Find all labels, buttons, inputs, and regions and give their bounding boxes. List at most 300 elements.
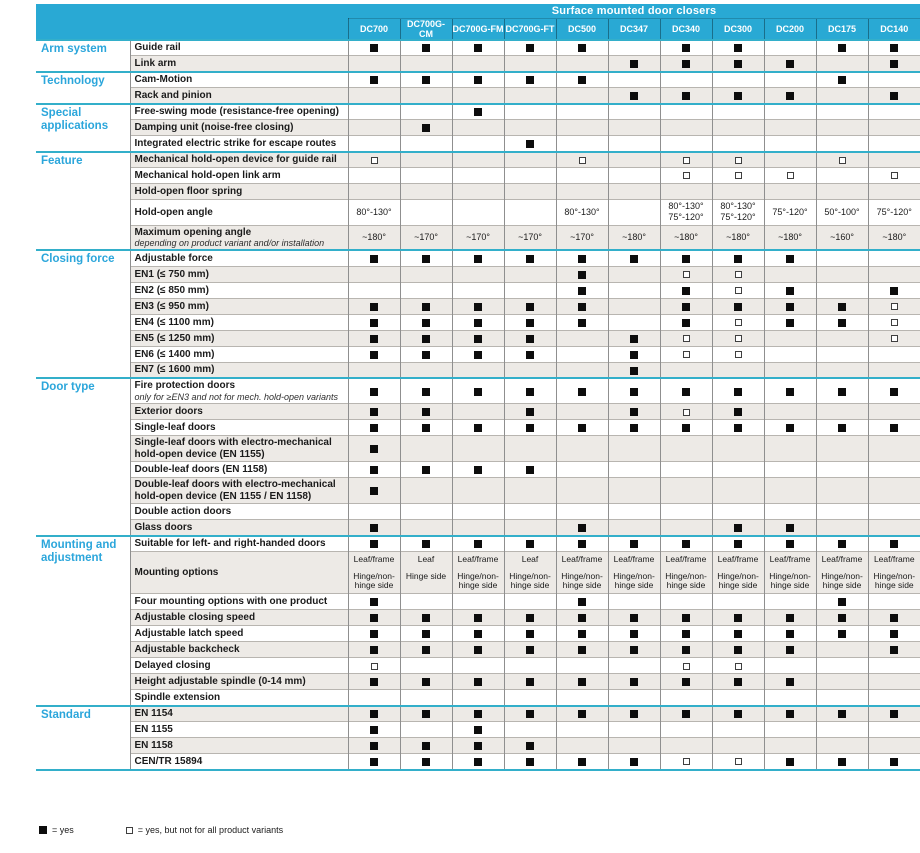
matrix-cell: [504, 225, 556, 250]
matrix-cell: [712, 404, 764, 420]
matrix-cell: [660, 298, 712, 314]
yes-icon: [734, 408, 742, 416]
matrix-cell: [816, 462, 868, 478]
section-label: Door type: [36, 378, 130, 535]
matrix-cell: [660, 152, 712, 168]
yes-icon: [630, 540, 638, 548]
matrix-cell: [452, 330, 504, 346]
matrix-cell: [452, 626, 504, 642]
yes-icon: [734, 255, 742, 263]
table-row: [36, 168, 920, 184]
yes-icon: [422, 678, 430, 686]
matrix-cell: [452, 690, 504, 706]
yes-icon: [786, 255, 794, 263]
matrix-cell: [608, 168, 660, 184]
matrix-cell: [764, 282, 816, 298]
yes-icon: [578, 630, 586, 638]
yes-icon: [370, 445, 378, 453]
matrix-cell: [504, 626, 556, 642]
partial-icon: [683, 409, 690, 416]
matrix-cell: [712, 378, 764, 403]
matrix-cell: [348, 478, 400, 504]
matrix-cell: [348, 536, 400, 552]
table-row: [36, 520, 920, 536]
matrix-cell: [764, 136, 816, 152]
yes-icon: [630, 646, 638, 654]
matrix-cell: [400, 722, 452, 738]
table-row: [36, 120, 920, 136]
yes-icon: [734, 524, 742, 532]
matrix-cell: [348, 642, 400, 658]
yes-icon: [526, 424, 534, 432]
yes-icon: [370, 646, 378, 654]
matrix-cell: [348, 504, 400, 520]
cell-text-line: Leaf/frame: [665, 554, 707, 565]
matrix-cell: [556, 420, 608, 436]
yes-icon: [838, 319, 846, 327]
yes-icon: [526, 319, 534, 327]
yes-icon: [890, 614, 898, 622]
matrix-cell: [452, 56, 504, 72]
yes-icon: [578, 319, 586, 327]
table-row: [36, 594, 920, 610]
matrix-cell: [348, 282, 400, 298]
feature-label: [130, 136, 348, 152]
matrix-cell: [816, 520, 868, 536]
cell-text-line: Leaf/frame: [821, 554, 863, 565]
feature-label-text: EN2 (≤ 850 mm): [134, 284, 209, 296]
table-row: [36, 626, 920, 642]
matrix-cell: [608, 56, 660, 72]
table-row: [36, 330, 920, 346]
matrix-cell: [556, 330, 608, 346]
cell-text-line: Leaf: [417, 554, 435, 565]
matrix-cell: [764, 552, 816, 594]
matrix-cell: [816, 298, 868, 314]
yes-icon: [786, 388, 794, 396]
matrix-cell: [504, 722, 556, 738]
matrix-cell: [556, 478, 608, 504]
matrix-cell: [868, 754, 920, 770]
feature-label: [130, 152, 348, 168]
feature-label: [130, 504, 348, 520]
matrix-cell: [452, 658, 504, 674]
feature-label: [130, 462, 348, 478]
matrix-cell: [452, 168, 504, 184]
feature-label-text: Four mounting options with one product: [134, 595, 328, 607]
matrix-cell: [504, 738, 556, 754]
matrix-cell: [556, 520, 608, 536]
cell-text-line: ~170°: [414, 231, 438, 242]
matrix-cell: [452, 738, 504, 754]
feature-label: [130, 610, 348, 626]
matrix-cell: [608, 626, 660, 642]
yes-icon: [578, 614, 586, 622]
matrix-cell: [608, 184, 660, 200]
matrix-cell: [452, 346, 504, 362]
cell-text-line: Leaf/frame: [717, 554, 759, 565]
yes-icon: [734, 424, 742, 432]
feature-label: [130, 420, 348, 436]
feature-label-text: Hold-open floor spring: [134, 185, 243, 197]
section-label: Arm system: [36, 40, 130, 72]
matrix-cell: [764, 120, 816, 136]
partial-icon: [735, 351, 742, 358]
yes-icon: [786, 524, 794, 532]
matrix-cell: [400, 330, 452, 346]
matrix-cell: [452, 88, 504, 104]
matrix-cell: [764, 104, 816, 120]
matrix-cell: [764, 152, 816, 168]
matrix-cell: [712, 56, 764, 72]
yes-icon: [630, 614, 638, 622]
yes-icon: [630, 92, 638, 100]
matrix-cell: [712, 610, 764, 626]
matrix-cell: [400, 706, 452, 722]
matrix-cell: [400, 346, 452, 362]
feature-label: [130, 184, 348, 200]
matrix-cell: [504, 462, 556, 478]
feature-label: [130, 722, 348, 738]
matrix-cell: [764, 690, 816, 706]
yes-icon: [578, 303, 586, 311]
yes-icon: [630, 60, 638, 68]
matrix-cell: [556, 72, 608, 88]
feature-label: [130, 626, 348, 642]
matrix-cell: [660, 72, 712, 88]
yes-icon: [786, 614, 794, 622]
matrix-cell: [452, 436, 504, 462]
matrix-cell: [816, 152, 868, 168]
matrix-cell: [712, 504, 764, 520]
matrix-cell: [452, 298, 504, 314]
yes-icon: [474, 678, 482, 686]
section-label: Standard: [36, 706, 130, 770]
matrix-cell: [712, 168, 764, 184]
yes-icon: [370, 255, 378, 263]
table-row: [36, 404, 920, 420]
feature-label-text: Cam-Motion: [134, 74, 193, 85]
matrix-cell: [764, 56, 816, 72]
partial-icon: [683, 663, 690, 670]
yes-icon: [526, 758, 534, 766]
feature-label: [130, 690, 348, 706]
matrix-cell: [504, 478, 556, 504]
matrix-cell: [868, 520, 920, 536]
yes-icon: [838, 598, 846, 606]
matrix-cell: [608, 536, 660, 552]
matrix-cell: [660, 346, 712, 362]
matrix-cell: [608, 266, 660, 282]
table-row: [36, 462, 920, 478]
matrix-cell: [712, 298, 764, 314]
matrix-cell: [556, 346, 608, 362]
matrix-cell: [504, 298, 556, 314]
matrix-cell: [660, 88, 712, 104]
matrix-cell: [556, 436, 608, 462]
feature-label-text: Suitable for left- and right-handed doors: [134, 538, 326, 550]
table-row: [36, 266, 920, 282]
matrix-cell: [816, 362, 868, 378]
cell-text-line: 80°-130°: [356, 206, 392, 217]
matrix-cell: [712, 462, 764, 478]
matrix-cell: [400, 378, 452, 403]
matrix-cell: [660, 120, 712, 136]
matrix-cell: [764, 436, 816, 462]
matrix-cell: [660, 594, 712, 610]
yes-icon: [422, 630, 430, 638]
matrix-cell: [556, 754, 608, 770]
matrix-cell: [712, 314, 764, 330]
matrix-cell: [660, 56, 712, 72]
matrix-cell: [608, 706, 660, 722]
matrix-cell: [712, 40, 764, 56]
matrix-cell: [712, 152, 764, 168]
matrix-cell: [660, 420, 712, 436]
matrix-cell: [712, 626, 764, 642]
feature-label-text: Adjustable latch speed: [134, 627, 244, 639]
corner-spacer: [36, 4, 348, 40]
yes-icon: [890, 60, 898, 68]
matrix-cell: [764, 658, 816, 674]
partial-icon: [371, 663, 378, 670]
feature-label-text: Spindle extension: [134, 691, 221, 703]
table-row: [36, 420, 920, 436]
cell-text-line: ~180°: [622, 231, 646, 242]
partial-icon: [579, 157, 586, 164]
matrix-cell: [452, 420, 504, 436]
matrix-cell: [504, 184, 556, 200]
matrix-cell: [816, 658, 868, 674]
matrix-cell: [556, 690, 608, 706]
table-row: [36, 552, 920, 594]
yes-icon: [370, 630, 378, 638]
cell-text-line: Leaf/frame: [353, 554, 395, 565]
matrix-cell: [816, 266, 868, 282]
matrix-cell: [868, 88, 920, 104]
matrix-cell: [816, 404, 868, 420]
yes-icon: [578, 758, 586, 766]
matrix-cell: [660, 610, 712, 626]
matrix-cell: [816, 168, 868, 184]
matrix-cell: [452, 72, 504, 88]
yes-icon: [786, 92, 794, 100]
yes-icon: [734, 388, 742, 396]
matrix-cell: [504, 690, 556, 706]
feature-label: [130, 642, 348, 658]
yes-icon: [370, 319, 378, 327]
yes-icon: [526, 303, 534, 311]
matrix-cell: [608, 520, 660, 536]
matrix-cell: [556, 104, 608, 120]
matrix-cell: [504, 420, 556, 436]
cell-text-line: 80°-130°: [720, 201, 756, 211]
feature-label: [130, 594, 348, 610]
table-row: [36, 225, 920, 250]
matrix-cell: [504, 404, 556, 420]
feature-label-text: Double action doors: [134, 505, 232, 517]
matrix-cell: [712, 120, 764, 136]
matrix-cell: [868, 120, 920, 136]
yes-icon: [786, 60, 794, 68]
matrix-cell: [868, 642, 920, 658]
feature-label: [130, 520, 348, 536]
matrix-cell: [400, 594, 452, 610]
partial-icon: [683, 157, 690, 164]
yes-icon: [630, 351, 638, 359]
matrix-cell: [764, 594, 816, 610]
cell-text-line: ~180°: [778, 231, 802, 242]
matrix-cell: [764, 504, 816, 520]
table-row: [36, 72, 920, 88]
yes-icon: [422, 76, 430, 84]
partial-icon: [735, 335, 742, 342]
matrix-cell: [556, 136, 608, 152]
yes-icon: [370, 388, 378, 396]
yes-icon: [734, 630, 742, 638]
matrix-cell: [816, 420, 868, 436]
matrix-cell: [712, 706, 764, 722]
matrix-cell: [660, 314, 712, 330]
yes-icon: [474, 319, 482, 327]
cell-text-line: Hinge/non-hinge side: [509, 570, 551, 590]
matrix-cell: [816, 552, 868, 594]
matrix-cell: [764, 462, 816, 478]
yes-icon: [422, 742, 430, 750]
cell-text-line: ~180°: [362, 231, 386, 242]
matrix-cell: [556, 404, 608, 420]
yes-icon: [786, 540, 794, 548]
cell-text-line: Leaf/frame: [613, 554, 655, 565]
yes-icon: [39, 826, 47, 834]
yes-icon: [526, 351, 534, 359]
matrix-cell: [400, 404, 452, 420]
matrix-cell: [504, 88, 556, 104]
matrix-cell: [764, 40, 816, 56]
matrix-cell: [348, 168, 400, 184]
matrix-cell: [348, 225, 400, 250]
matrix-cell: [452, 120, 504, 136]
partial-icon: [787, 172, 794, 179]
yes-icon: [422, 710, 430, 718]
matrix-cell: [608, 738, 660, 754]
yes-icon: [422, 646, 430, 654]
table-row: [36, 722, 920, 738]
feature-label-text: EN 1155: [134, 723, 173, 735]
yes-icon: [578, 271, 586, 279]
matrix-cell: [764, 626, 816, 642]
table-row: [36, 40, 920, 56]
matrix-cell: [868, 200, 920, 226]
column-header-dc347: DC347: [608, 18, 660, 40]
yes-icon: [734, 540, 742, 548]
partial-icon: [683, 335, 690, 342]
matrix-cell: [452, 478, 504, 504]
yes-icon: [370, 335, 378, 343]
matrix-cell: [712, 72, 764, 88]
table-row: [36, 136, 920, 152]
matrix-cell: [400, 478, 452, 504]
matrix-cell: [348, 378, 400, 403]
matrix-cell: [504, 552, 556, 594]
matrix-cell: [400, 626, 452, 642]
matrix-cell: [452, 314, 504, 330]
partial-icon: [126, 827, 133, 834]
matrix-cell: [556, 225, 608, 250]
matrix-cell: [660, 362, 712, 378]
matrix-cell: [504, 330, 556, 346]
table-row: [36, 504, 920, 520]
matrix-cell: [712, 346, 764, 362]
yes-icon: [578, 710, 586, 718]
matrix-cell: [348, 56, 400, 72]
matrix-cell: [868, 722, 920, 738]
table-row: [36, 436, 920, 462]
feature-label: [130, 346, 348, 362]
table-row: [36, 706, 920, 722]
matrix-cell: [504, 642, 556, 658]
feature-label: [130, 330, 348, 346]
feature-label: [130, 658, 348, 674]
matrix-cell: [608, 690, 660, 706]
matrix-cell: [556, 594, 608, 610]
feature-label: [130, 738, 348, 754]
yes-icon: [370, 44, 378, 52]
cell-text-line: Hinge/non-hinge side: [353, 570, 395, 590]
yes-icon: [630, 710, 638, 718]
feature-label: [130, 200, 348, 226]
matrix-cell: [556, 298, 608, 314]
matrix-cell: [348, 250, 400, 266]
yes-icon: [682, 287, 690, 295]
matrix-cell: [868, 104, 920, 120]
section-label: Special applications: [36, 104, 130, 152]
matrix-cell: [348, 152, 400, 168]
matrix-cell: [400, 738, 452, 754]
matrix-cell: [764, 722, 816, 738]
yes-icon: [422, 424, 430, 432]
column-header-dc175: DC175: [816, 18, 868, 40]
yes-icon: [526, 678, 534, 686]
feature-label-text: EN7 (≤ 1600 mm): [134, 364, 215, 376]
matrix-cell: [712, 536, 764, 552]
matrix-cell: [816, 610, 868, 626]
matrix-cell: [712, 362, 764, 378]
matrix-cell: [400, 56, 452, 72]
matrix-cell: [816, 282, 868, 298]
feature-label-text: Mechanical hold-open device for guide rail: [134, 154, 337, 165]
yes-icon: [474, 303, 482, 311]
matrix-cell: [660, 200, 712, 226]
yes-icon: [682, 678, 690, 686]
column-header-dc700: DC700: [348, 18, 400, 40]
feature-label-text: Mounting options: [134, 566, 219, 578]
matrix-cell: [660, 136, 712, 152]
matrix-cell: [660, 674, 712, 690]
legend-label: = yes, but not for all product variants: [137, 825, 284, 835]
matrix-cell: [816, 88, 868, 104]
matrix-cell: [712, 520, 764, 536]
yes-icon: [838, 758, 846, 766]
matrix-cell: [556, 120, 608, 136]
matrix-cell: [868, 462, 920, 478]
matrix-cell: [504, 504, 556, 520]
matrix-cell: [452, 184, 504, 200]
matrix-cell: [816, 225, 868, 250]
feature-label: [130, 104, 348, 120]
yes-icon: [578, 524, 586, 532]
matrix-cell: [660, 168, 712, 184]
